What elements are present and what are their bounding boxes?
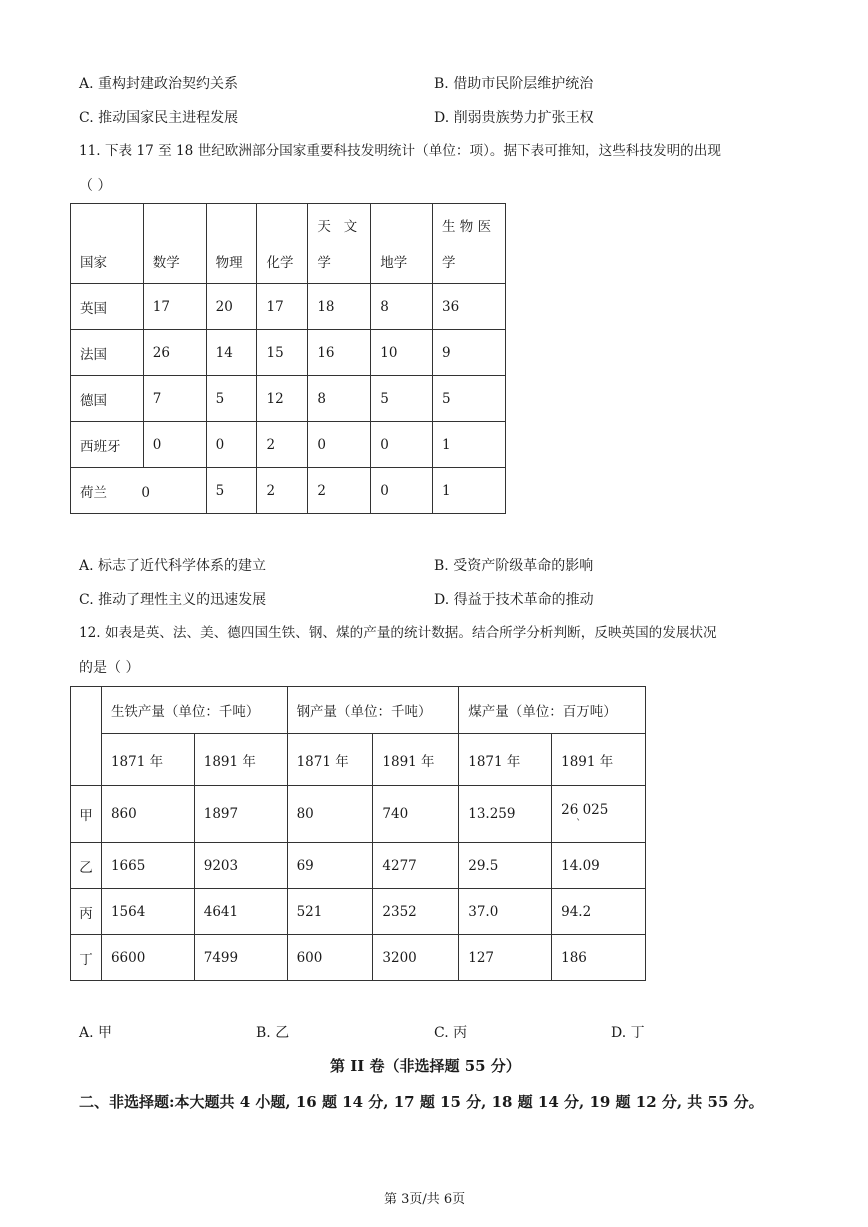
table-row [71,330,506,376]
q12-option-a: A. 甲 [79,1025,113,1041]
value-cell: 740 [373,786,459,843]
q10-option-c: C. 推动国家民主进程发展 [79,110,239,126]
value-cell: 186 [552,935,646,981]
part2-heading: 第 II 卷（非选择题 55 分） [330,1057,521,1075]
part2-instruction: 二、非选择题:本大题共 4 小题, 16 题 14 分, 17 题 15 分, 18 题 14 分, 19 题 12 分, 共 55 分。 [79,1093,764,1111]
year-header: 1871 年 [101,734,194,786]
q11-option-c: C. 推动了理性主义的迅速发展 [79,592,267,608]
year-header: 1891 年 [373,734,459,786]
value-cell: 0 [308,422,371,468]
q12-stem: 12. 如表是英、法、美、德四国生铁、钢、煤的产量的统计数据。结合所学分析判断，反映英国的发展状况 [79,625,717,641]
value-cell: 5 [206,468,257,514]
value-cell: 2 [308,468,371,514]
q11-option-d: D. 得益于技术革命的推动 [434,592,594,608]
value-cell [552,786,646,843]
q11-table [70,203,506,514]
q11-header-astronomy: 天 文 学 [308,204,371,284]
value-cell: 860 [101,786,194,843]
row-label: 丙 [71,889,102,935]
q11-header-geoscience: 地学 [371,204,433,284]
table-row [71,935,646,981]
value-cell: 69 [287,843,373,889]
q10-option-a: A. 重构封建政治契约关系 [79,76,239,92]
value-cell: 12 [257,376,308,422]
year-header: 1871 年 [287,734,373,786]
country-cell: 法国 [71,330,144,376]
value-cell: 2 [257,468,308,514]
table-row [71,284,506,330]
q12-header-groups-row [71,687,646,734]
q11-option-a: A. 标志了近代科学体系的建立 [79,558,267,574]
value-cell: 94.2 [552,889,646,935]
value-cell: 9 [433,330,506,376]
value-cell: 7 [143,376,206,422]
q11-table-header-row [71,204,506,284]
table-row [71,786,646,843]
q11-header-chemistry: 化学 [257,204,308,284]
q11-header-biomedicine: 生 物 医 学 [433,204,506,284]
value-cell: 4641 [194,889,287,935]
q12-header-steel: 钢产量（单位：千吨） [287,687,459,734]
value-cell: 14 [206,330,257,376]
page-footer: 第 3页/共 6页 [384,1192,466,1207]
q11-header-math: 数学 [143,204,206,284]
year-header: 1891 年 [194,734,287,786]
q12-corner-cell [71,687,102,786]
value-cell: 4277 [373,843,459,889]
value-cell: 7499 [194,935,287,981]
q12-option-c: C. 丙 [434,1025,468,1041]
value-cell: 0 [371,468,433,514]
country-cell: 西班牙 [71,422,144,468]
value-cell: 127 [459,935,552,981]
q12-option-b: B. 乙 [256,1025,290,1041]
row-label: 甲 [71,786,102,843]
value-cell: 8 [371,284,433,330]
value-cell: 1 [433,468,506,514]
q11-header-physics: 物理 [206,204,257,284]
table-row [71,468,506,514]
q12-header-years-row [71,734,646,786]
country-cell: 荷兰 0 [71,468,207,514]
value-cell: 2352 [373,889,459,935]
value-cell: 80 [287,786,373,843]
q10-option-b: B. 借助市民阶层维护统治 [434,76,594,92]
value-cell: 36 [433,284,506,330]
q12-table [70,686,646,981]
value-cell: 600 [287,935,373,981]
table-row [71,843,646,889]
value-cell: 26 [143,330,206,376]
value-cell: 20 [206,284,257,330]
value-text: 26 025 [561,802,609,818]
value-cell: 6600 [101,935,194,981]
q12-header-coal: 煤产量（单位：百万吨） [459,687,646,734]
value-cell: 1897 [194,786,287,843]
value-cell: 29.5 [459,843,552,889]
q10-option-d: D. 削弱贵族势力扩张王权 [434,110,594,126]
value-cell: 18 [308,284,371,330]
country-cell: 英国 [71,284,144,330]
value-cell: 5 [206,376,257,422]
q11-header-country: 国家 [71,204,144,284]
year-header: 1891 年 [552,734,646,786]
table-row [71,889,646,935]
value-cell: 13.259 [459,786,552,843]
table-row [71,422,506,468]
q12-option-d: D. 丁 [611,1025,645,1041]
value-cell: 3200 [373,935,459,981]
value-cell: 10 [371,330,433,376]
value-cell: 5 [433,376,506,422]
value-cell: 14.09 [552,843,646,889]
q11-stem: 11. 下表 17 至 18 世纪欧洲部分国家重要科技发明统计（单位：项）。据下表可推知，这些科技发明的出现 [79,143,721,159]
value-cell: 2 [257,422,308,468]
value-cell: 0 [143,422,206,468]
value-cell: 17 [257,284,308,330]
q12-header-pig-iron: 生铁产量（单位：千吨） [101,687,287,734]
table-row [71,376,506,422]
stray-mark: ` [576,819,582,830]
value-cell: 17 [143,284,206,330]
value-cell: 1 [433,422,506,468]
value-cell: 1564 [101,889,194,935]
value-cell: 37.0 [459,889,552,935]
value-cell: 0 [206,422,257,468]
value-cell: 521 [287,889,373,935]
q11-answer-blank: （ ） [79,178,112,194]
value-cell: 1665 [101,843,194,889]
value-cell: 0 [371,422,433,468]
value-cell: 8 [308,376,371,422]
row-label: 乙 [71,843,102,889]
row-label: 丁 [71,935,102,981]
value-cell: 16 [308,330,371,376]
country-cell: 德国 [71,376,144,422]
year-header: 1871 年 [459,734,552,786]
value-cell: 5 [371,376,433,422]
value-cell: 15 [257,330,308,376]
q11-option-b: B. 受资产阶级革命的影响 [434,558,594,574]
value-cell: 9203 [194,843,287,889]
q12-stem-continued: 的是（ ） [79,660,140,676]
